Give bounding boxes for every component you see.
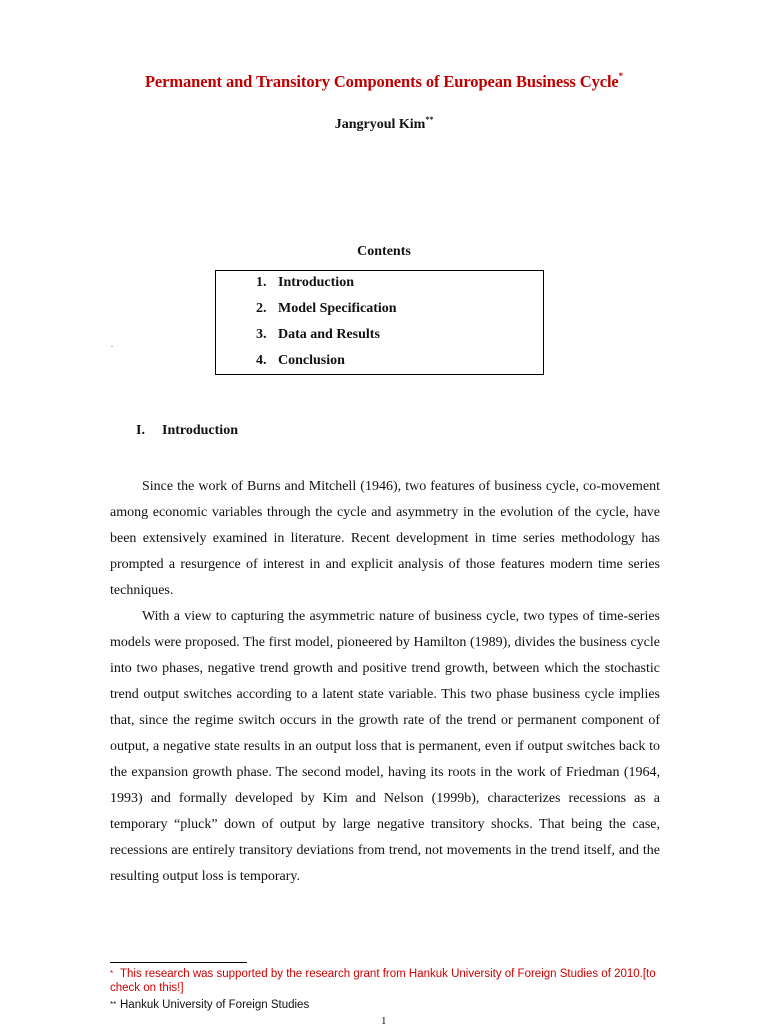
toc-item-introduction	[256, 275, 354, 291]
footnote-marker: **	[110, 1000, 117, 1009]
author-line	[0, 117, 768, 133]
table-of-contents	[215, 270, 544, 375]
paper-title	[0, 72, 768, 92]
section-heading	[136, 423, 238, 439]
paragraph: With a view to capturing the asymmetric nature of business cycle, two types of time-series models were proposed. The first model, pioneered by Hamilton (1989), divides the business cycle into two phases, negative trend growth and positive trend growth, between which the stochastic trend output switches according to a latent state variable. This two phase business cycle implies that, since the regime switch occurs in the growth rate of the trend or permanent component of output, a negative state results in an output loss that is permanent, even if output switches back to the expansion growth phase. The second model, having its roots in the work of Friedman (1964, 1993) and formally developed by Kim and Nelson (1999b), characterizes recessions as a temporary “pluck” down of output by large negative transitory shocks. That being the case, recessions are entirely transitory deviations from trend, not movements in the trend itself, and the resulting output loss is temporary.	[110, 609, 660, 884]
footnote-funding	[110, 967, 670, 995]
paragraph: Since the work of Burns and Mitchell (1946), two features of business cycle, co-movement among economic variables through the cycle and asymmetry in the evolution of the cycle, have been extensively examined in literature. Recent development in time series methodology has prompted a resurgence of interest in and explicit analysis of those features modern time series techniques.	[110, 479, 660, 598]
footnote-marker: *	[110, 969, 114, 978]
author-name: Jangryoul Kim	[334, 117, 426, 132]
stray-mark: .	[111, 340, 113, 349]
paper-title-text: Permanent and Transitory Components of European Business Cycle	[144, 72, 619, 91]
section-number: I.	[136, 423, 145, 438]
toc-item-label: Model Specification	[278, 301, 397, 316]
footnote-separator	[110, 962, 247, 963]
contents-heading: Contents	[357, 244, 411, 259]
footnote-affiliation	[110, 998, 670, 1012]
toc-item-label: Conclusion	[278, 353, 345, 368]
toc-item-number: 4.	[256, 353, 267, 368]
title-footnote-marker: *	[618, 71, 624, 81]
toc-item-label: Introduction	[278, 275, 354, 290]
toc-item-number: 2.	[256, 301, 267, 316]
footnote-text: Hankuk University of Foreign Studies	[120, 999, 310, 1011]
toc-item-number: 1.	[256, 275, 267, 290]
author-footnote-marker: **	[425, 115, 434, 124]
toc-item-data-and-results	[256, 327, 380, 343]
section-title: Introduction	[162, 423, 238, 438]
toc-item-number: 3.	[256, 327, 267, 342]
toc-item-conclusion	[256, 353, 345, 369]
toc-item-label: Data and Results	[278, 327, 380, 342]
page-number: 1	[381, 1015, 387, 1027]
body-text	[110, 474, 660, 890]
footnote-text: This research was supported by the research grant from Hankuk University of Foreign Studies of 2010.[to check on this!]	[110, 968, 656, 994]
toc-item-model-specification	[256, 301, 397, 317]
